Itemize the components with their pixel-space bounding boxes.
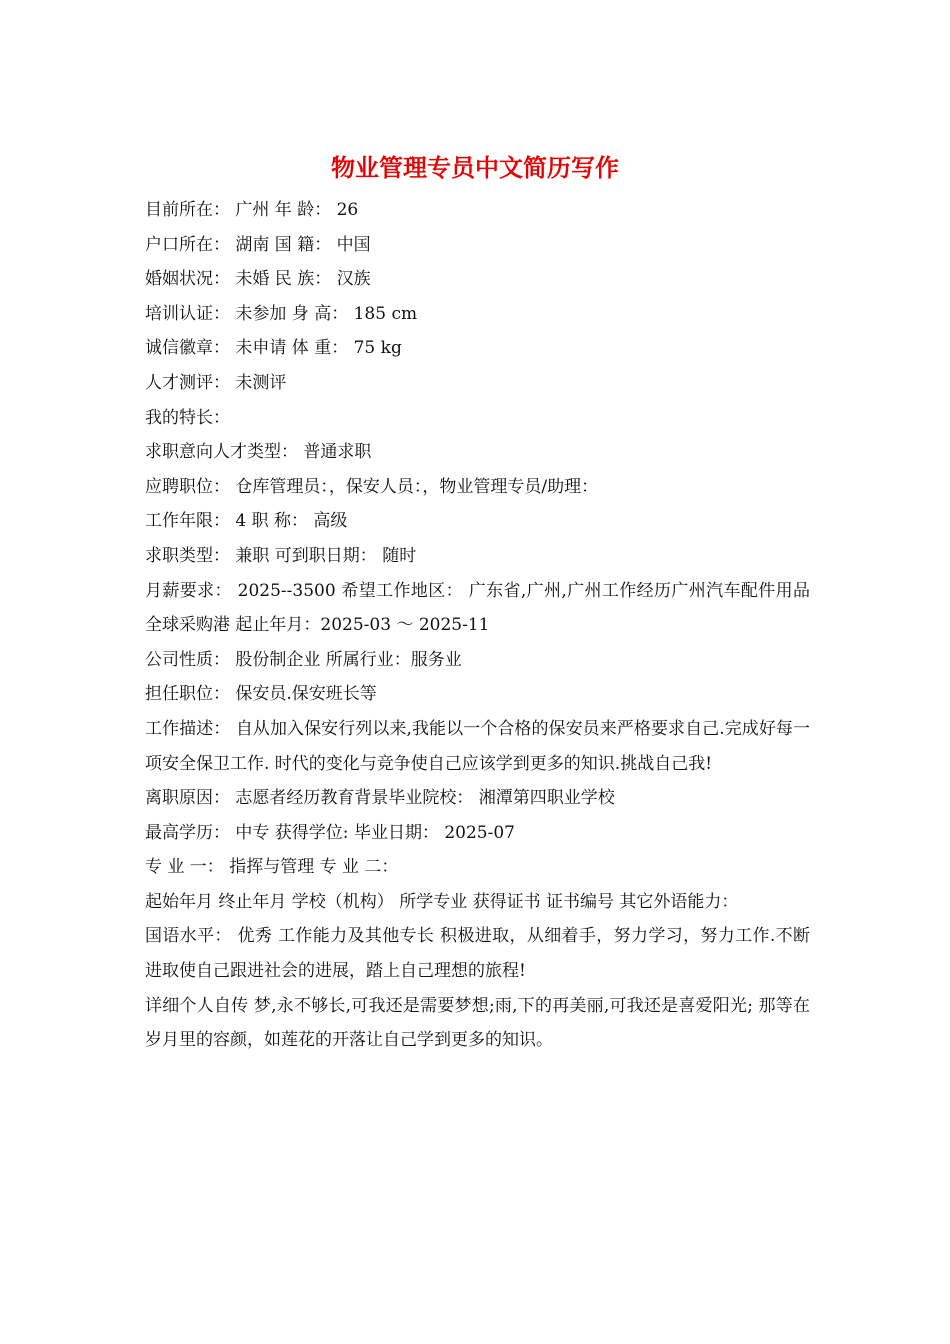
field-position-held: 担任职位： 保安员.保安班长等 <box>145 684 377 705</box>
field-applied-positions: 应聘职位： 仓库管理员：，保安人员：，物业管理专员/助理： <box>145 476 599 497</box>
field-company-nature: 公司性质： 股份制企业 所属行业：服务业 <box>145 649 462 670</box>
field-talent-assessment: 人才测评： 未测评 <box>145 372 287 393</box>
field-majors: 专 业 一： 指挥与管理 专 业 二： <box>145 857 399 878</box>
field-integrity-badge: 诚信徽章： 未申请 体 重： 75 kg <box>145 338 402 359</box>
field-highest-education: 最高学历： 中专 获得学位: 毕业日期： 2025-07 <box>145 822 515 843</box>
paragraph-salary-and-experience: 月薪要求： 2025--3500 希望工作地区： 广东省,广州,广州工作经历广州汽车配件用品全球采购港 起止年月：2025-03 ～ 2025-11 <box>145 580 810 636</box>
document-title: 物业管理专员中文简历写作 <box>331 154 619 182</box>
paragraph-language-and-skills: 国语水平： 优秀 工作能力及其他专长 积极进取，从细着手，努力学习，努力工作.不断进取使自己跟进社会的进展，踏上自己理想的旅程! <box>145 926 810 982</box>
field-job-intention-type: 求职意向人才类型： 普通求职 <box>145 442 372 463</box>
field-training-certification: 培训认证： 未参加 身 高： 185 cm <box>145 303 418 324</box>
field-leaving-reason: 离职原因： 志愿者经历教育背景毕业院校： 湘潭第四职业学校 <box>145 788 615 809</box>
field-current-location: 目前所在： 广州 年 龄： 26 <box>145 200 359 220</box>
field-household-registration: 户口所在： 湖南 国 籍： 中国 <box>145 234 371 255</box>
field-work-years: 工作年限： 4 职 称： 高级 <box>145 511 348 532</box>
field-specialties: 我的特长： <box>145 407 230 428</box>
paragraph-work-description: 工作描述： 自从加入保安行列以来,我能以一个合格的保安员来严格要求自己.完成好每一项安全保卫工作. 时代的变化与竞争使自己应该学到更多的知识.挑战自己我! <box>145 718 810 774</box>
paragraph-education-table-header: 起始年月 终止年月 学校（机构） 所学专业 获得证书 证书编号 其它外语能力： <box>145 891 739 912</box>
resume-body <box>145 193 810 1058</box>
field-marital-status: 婚姻状况： 未婚 民 族： 汉族 <box>145 269 371 290</box>
field-job-type: 求职类型： 兼职 可到职日期： 随时 <box>145 545 417 566</box>
paragraph-self-introduction: 详细个人自传 梦,永不够长,可我还是需要梦想;雨,下的再美丽,可我还是喜爱阳光; 那等在岁月里的容颜，如莲花的开落让自己学到更多的知识。 <box>145 995 810 1051</box>
